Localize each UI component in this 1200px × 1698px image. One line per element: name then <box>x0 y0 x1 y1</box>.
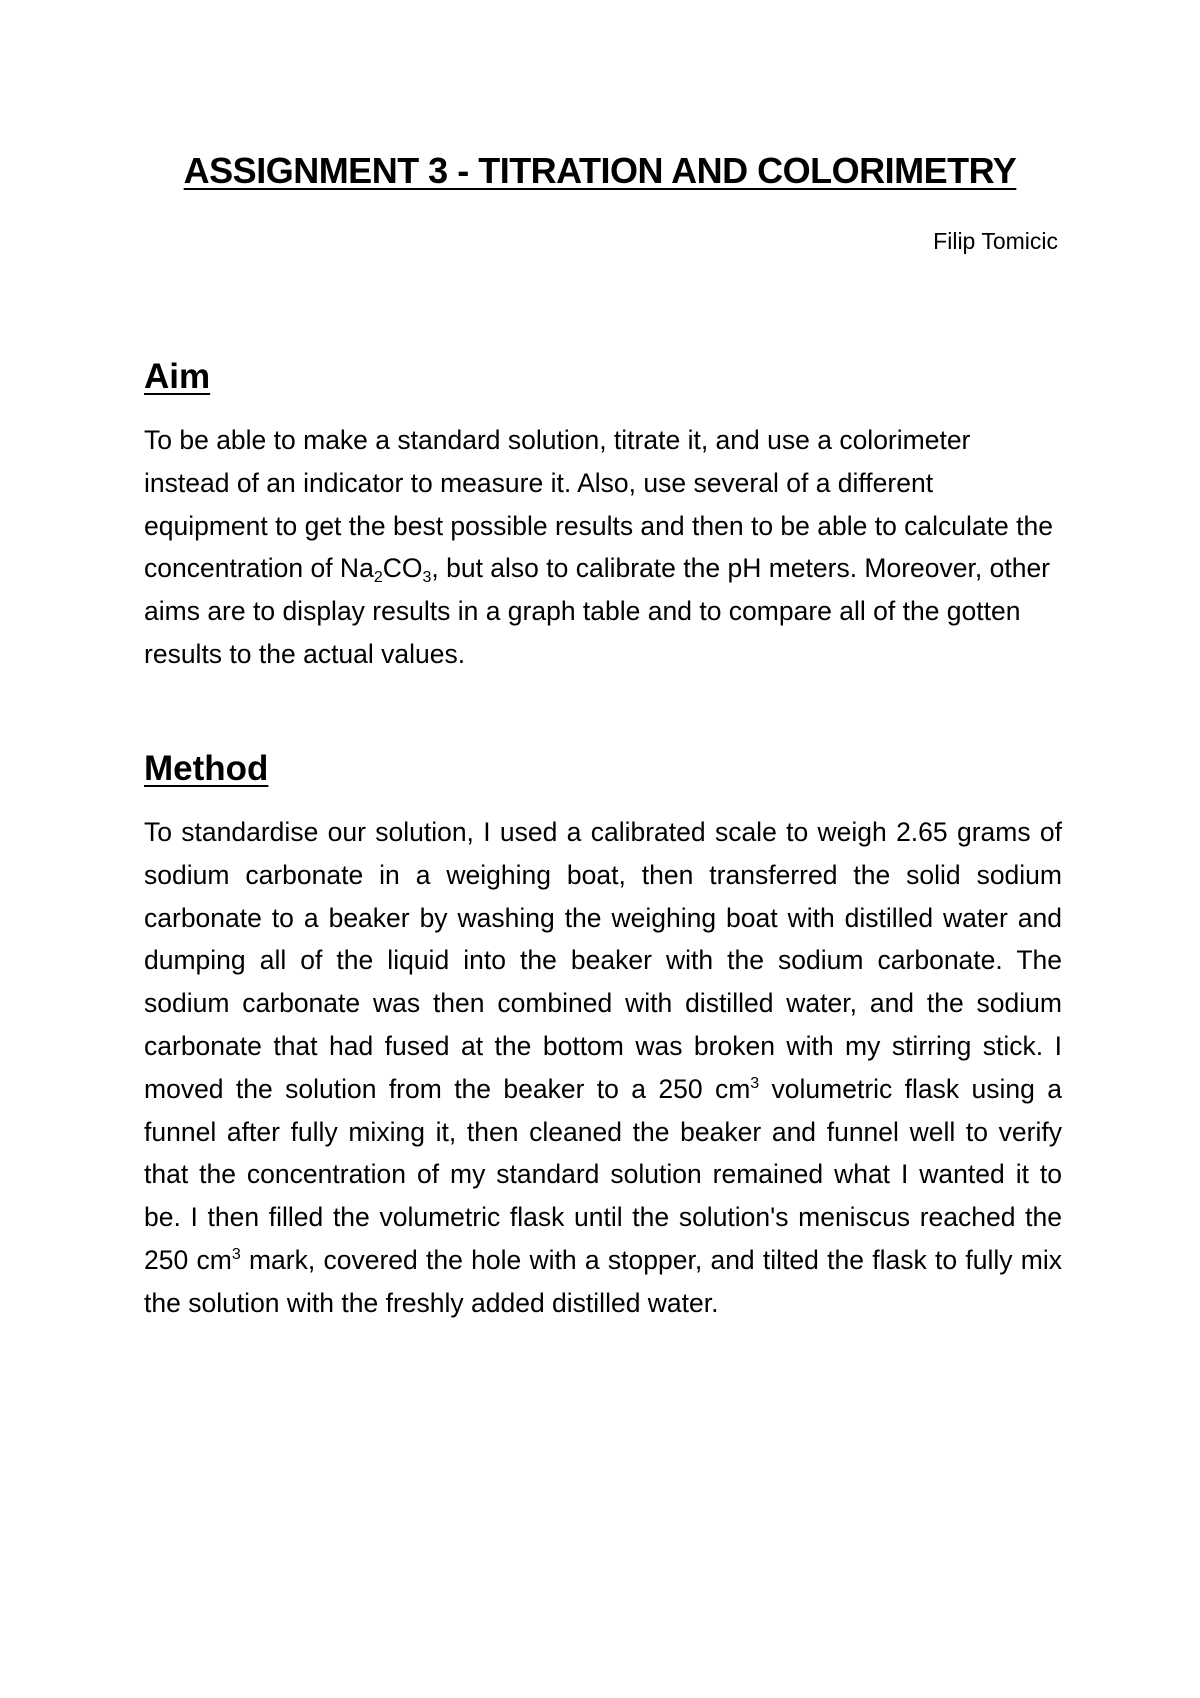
aim-text-part-2: CO <box>382 553 423 584</box>
aim-text-part-1: To be able to make a standard solution, titrate it, and use a colorimeter instead of an indicator to measure it. Also, use several of a different equipment to get the best possible results and then to be able to calculate the concentration of Na <box>144 425 1053 584</box>
document-title: ASSIGNMENT 3 - TITRATION AND COLORIMETRY <box>183 150 1017 191</box>
aim-paragraph <box>144 419 1062 676</box>
aim-subscript-2: 3 <box>422 569 432 587</box>
method-paragraph <box>144 811 1062 1325</box>
author-name: Filip Tomicic <box>933 228 1058 254</box>
method-text-part-3: mark, covered the hole with a stopper, and tilted the flask to fully mix the solution with the freshly added distilled water. <box>144 1244 1062 1318</box>
method-heading: Method <box>144 749 269 788</box>
aim-subscript-1: 2 <box>373 569 383 587</box>
aim-text-part-3: , but also to calibrate the pH meters. Moreover, other aims are to display results in a graph table and to compare all of the gotten results to the actual values. <box>144 553 1051 669</box>
aim-heading: Aim <box>144 357 211 396</box>
method-superscript-1: 3 <box>750 1074 760 1092</box>
method-text-part-1: To standardise our solution, I used a calibrated scale to weigh 2.65 grams of sodium carbonate in a weighing boat, then transferred the solid sodium carbonate to a beaker by washing the weighing boat with distilled water and dumping all of the liquid into the beaker with the sodium carbonate. The sodium carbonate was then combined with distilled water, and the sodium carbonate that had fused at the bottom was broken with my stirring stick. I moved the solution from the beaker to a 250 cm <box>144 817 1062 1104</box>
method-text-part-2: volumetric flask using a funnel after fully mixing it, then cleaned the beaker and funnel well to verify that the concentration of my standard solution remained what I wanted it to be. I then filled the volumetric flask until the solution's meniscus reached the 250 cm <box>144 1073 1062 1275</box>
method-superscript-2: 3 <box>231 1245 241 1263</box>
